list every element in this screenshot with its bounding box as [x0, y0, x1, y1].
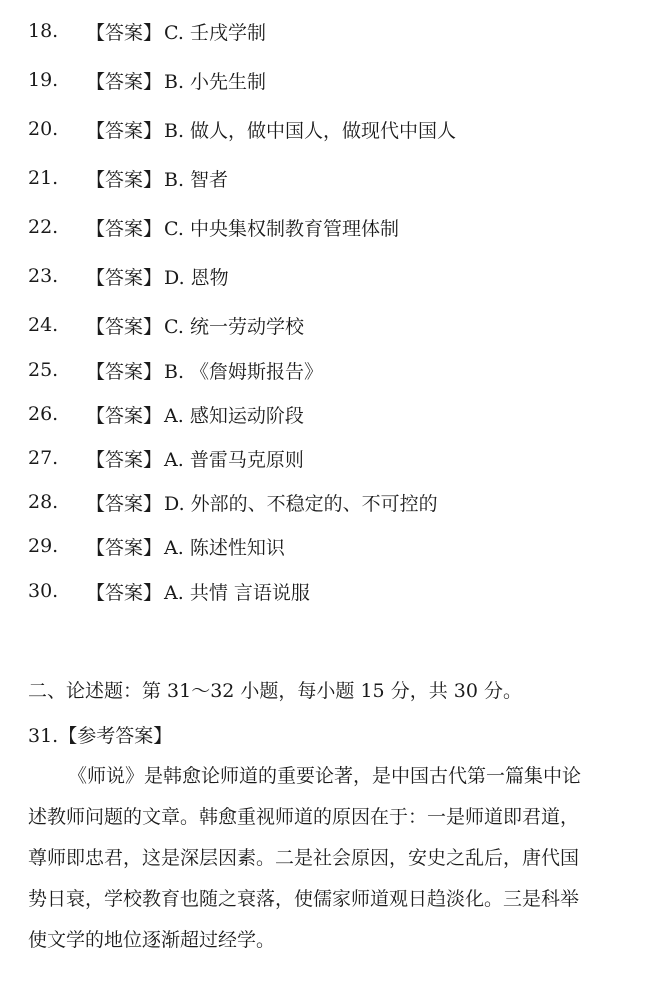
answer-text: D. 外部的、不稳定的、不可控的	[164, 492, 438, 515]
answer-item-25	[28, 355, 323, 385]
answer-item-24	[28, 310, 304, 340]
answer-item-21	[28, 163, 228, 193]
answer-number: 21.	[28, 167, 59, 189]
answer-item-26	[28, 399, 304, 429]
answer-tag: 【答案】	[86, 536, 163, 559]
answer-item-29	[28, 531, 285, 561]
answer-text: C. 中央集权制教育管理体制	[164, 217, 399, 240]
answer-item-28	[28, 487, 438, 517]
answer-text: B. 智者	[164, 168, 229, 191]
answer-tag: 【答案】	[86, 266, 163, 289]
answer-text: C. 壬戌学制	[164, 21, 266, 44]
answer-item-30	[28, 576, 310, 606]
answer-number: 26.	[28, 403, 59, 425]
answer-tag: 【答案】	[86, 492, 163, 515]
answer-item-19	[28, 65, 266, 95]
answer-tag: 【答案】	[86, 581, 163, 604]
answer-number: 24.	[28, 314, 59, 336]
answer-number: 23.	[28, 265, 59, 287]
answer-tag: 【答案】	[86, 404, 163, 427]
answer-number: 20.	[28, 118, 59, 140]
answer-item-22	[28, 212, 399, 242]
answer-number: 29.	[28, 535, 59, 557]
answer-text: C. 统一劳动学校	[164, 315, 304, 338]
answer-number: 30.	[28, 580, 59, 602]
answer-tag: 【答案】	[86, 21, 163, 44]
answer-text: D. 恩物	[164, 266, 229, 289]
answer-tag: 【答案】	[86, 70, 163, 93]
section-heading: 二、论述题：第 31～32 小题，每小题 15 分，共 30 分。	[28, 680, 522, 702]
answer-tag: 【答案】	[86, 217, 163, 240]
answer-tag: 【答案】	[86, 315, 163, 338]
reference-answer-heading: 31.【参考答案】	[28, 725, 173, 747]
essay-paragraph	[28, 756, 628, 961]
answer-number: 28.	[28, 491, 59, 513]
answer-text: A. 共情 言语说服	[164, 581, 310, 604]
essay-line: 势日衰，学校教育也随之衰落，使儒家师道观日趋淡化。三是科举	[28, 888, 580, 910]
essay-line: 使文学的地位逐渐超过经学。	[28, 929, 276, 951]
answer-text: A. 感知运动阶段	[164, 404, 304, 427]
essay-line: 述教师问题的文章。韩愈重视师道的原因在于：一是师道即君道，	[28, 806, 580, 828]
answer-item-23	[28, 261, 229, 291]
answer-text: B. 做人，做中国人，做现代中国人	[164, 119, 457, 142]
answer-tag: 【答案】	[86, 168, 163, 191]
essay-line: 尊师即忠君，这是深层因素。二是社会原因，安史之乱后，唐代国	[28, 847, 580, 869]
answer-number: 22.	[28, 216, 59, 238]
answer-number: 19.	[28, 69, 59, 91]
answer-number: 18.	[28, 20, 59, 42]
answer-text: A. 普雷马克原则	[164, 448, 304, 471]
answer-text: B. 小先生制	[164, 70, 267, 93]
answer-item-18	[28, 16, 266, 46]
answer-tag: 【答案】	[86, 448, 163, 471]
answer-number: 25.	[28, 359, 59, 381]
answer-text: B. 《詹姆斯报告》	[164, 360, 324, 383]
answer-number: 27.	[28, 447, 59, 469]
answer-tag: 【答案】	[86, 360, 163, 383]
answer-item-20	[28, 114, 456, 144]
essay-line: 《师说》是韩愈论师道的重要论著，是中国古代第一篇集中论	[68, 765, 582, 787]
answer-tag: 【答案】	[86, 119, 163, 142]
answer-text: A. 陈述性知识	[164, 536, 285, 559]
answer-item-27	[28, 443, 304, 473]
